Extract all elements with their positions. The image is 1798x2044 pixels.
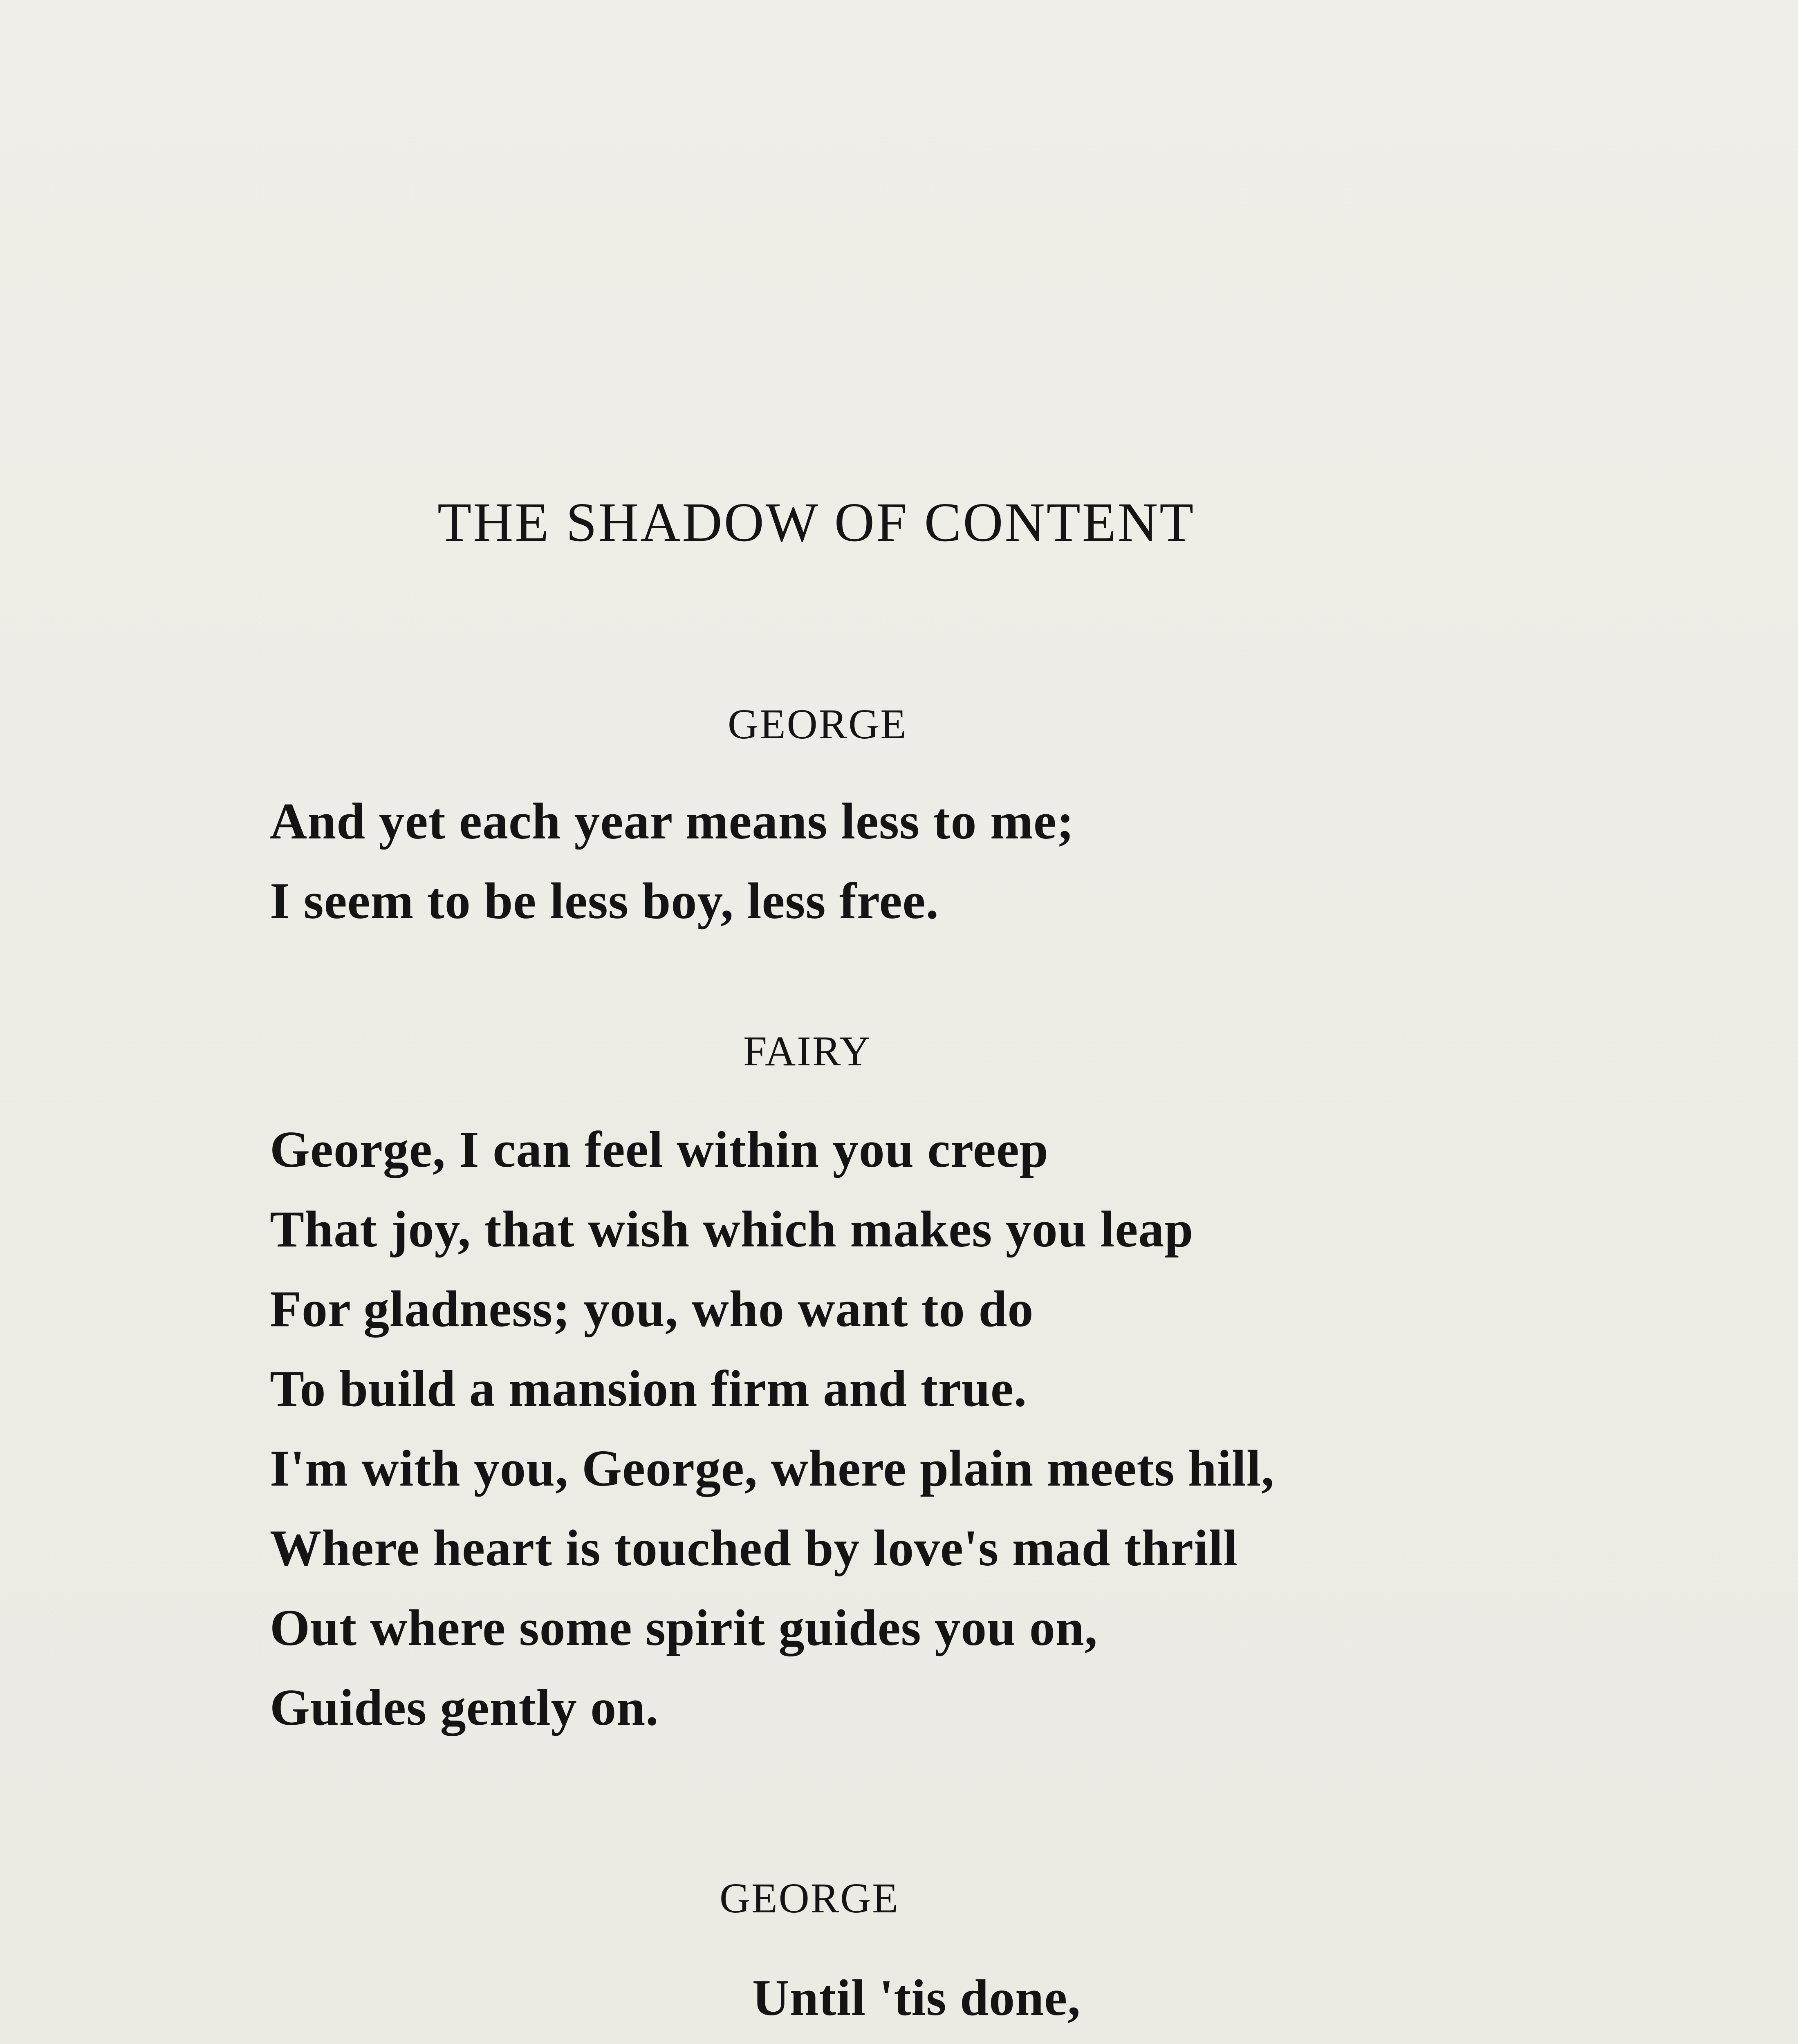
- verse-line: [270, 2038, 1081, 2044]
- verse-line: To build a mansion firm and true.: [270, 1360, 1027, 1417]
- verse-line: That joy, that wish which makes you leap: [270, 1201, 1194, 1258]
- speaker-george: GEORGE: [720, 1875, 899, 1922]
- verse-line: Where heart is touched by love's mad thrill: [270, 1520, 1238, 1577]
- verse-line: I seem to be less boy, less free.: [270, 873, 939, 930]
- verse-line: Out where some spirit guides you on,: [270, 1600, 1098, 1656]
- stanza-fairy: [270, 1110, 1275, 1748]
- speaker-fairy: FAIRY: [743, 1028, 872, 1075]
- verse-line: Guides gently on.: [270, 1679, 659, 1736]
- verse-line: George, I can feel within you creep: [270, 1121, 1049, 1178]
- speaker-george: GEORGE: [728, 701, 908, 748]
- stanza-george-2: [270, 1958, 1081, 2044]
- verse-line: For gladness; you, who want to do: [270, 1281, 1034, 1338]
- verse-line: And yet each year means less to me;: [270, 793, 1074, 850]
- verse-line: I'm with you, George, where plain meets hill,: [270, 1440, 1275, 1497]
- poem-title: THE SHADOW OF CONTENT: [437, 492, 1195, 553]
- verse-line: Until 'tis done,: [752, 1970, 1081, 2026]
- stanza-george-1: [270, 782, 1074, 941]
